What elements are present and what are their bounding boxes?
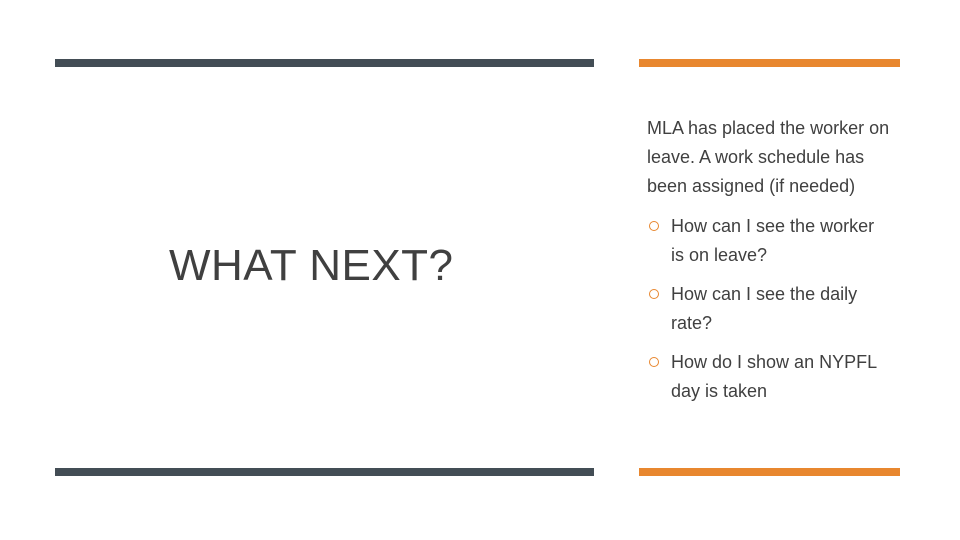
bullet-text: How do I show an NYPFL day is taken <box>671 352 877 401</box>
bullet-text: How can I see the daily rate? <box>671 284 858 333</box>
top-right-accent-divider <box>639 59 900 67</box>
content-area <box>647 114 892 416</box>
hollow-circle-icon <box>649 221 659 231</box>
bullet-item <box>647 348 892 406</box>
intro-paragraph: MLA has placed the worker on leave. A work schedule has been assigned (if needed) <box>647 118 890 196</box>
bullet-item <box>647 280 892 338</box>
top-left-divider <box>55 59 594 67</box>
hollow-circle-icon <box>649 289 659 299</box>
bottom-left-divider <box>55 468 594 476</box>
bottom-right-accent-divider <box>639 468 900 476</box>
bullet-list <box>647 212 892 406</box>
bullet-text: How can I see the worker is on leave? <box>671 216 875 265</box>
bullet-item <box>647 212 892 270</box>
slide-title: WHAT NEXT? <box>169 241 454 290</box>
hollow-circle-icon <box>649 357 659 367</box>
